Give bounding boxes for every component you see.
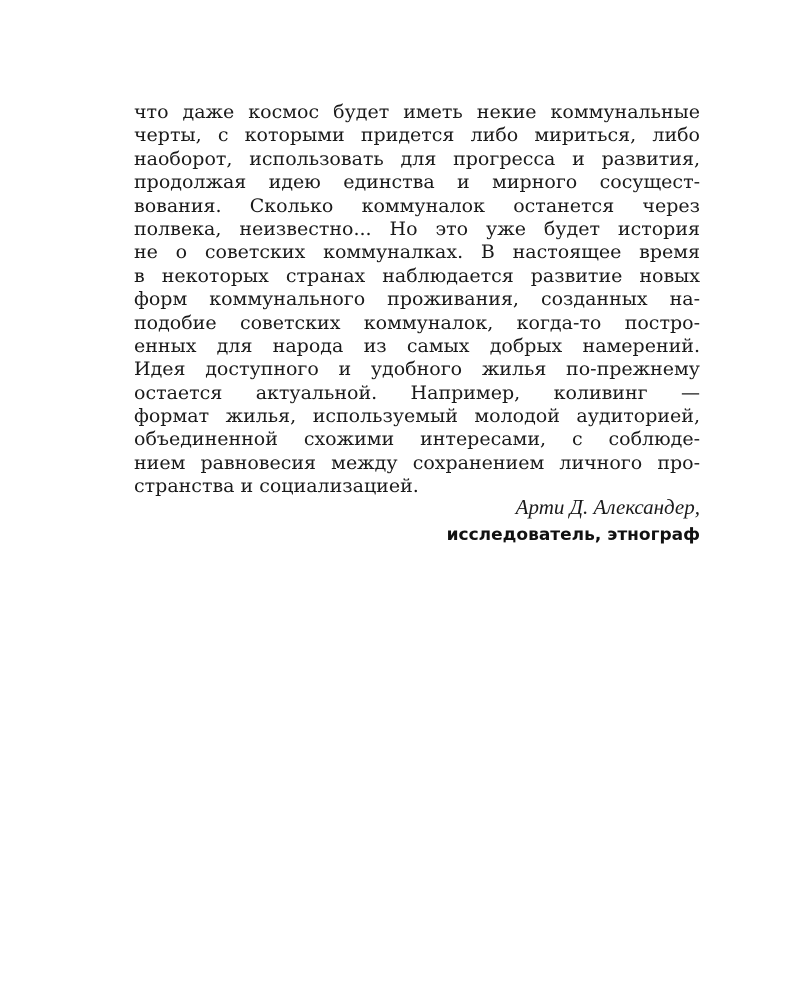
text-line: вования. Сколько коммуналок останется через xyxy=(134,194,700,217)
text-line: нием равновесия между сохранением личного про- xyxy=(134,451,700,474)
text-line: объединенной схожими интересами, с соблюде- xyxy=(134,428,700,451)
text-line: формат жилья, используемый молодой аудиторией, xyxy=(134,405,700,428)
text-line: не о советских коммуналках. В настоящее время xyxy=(134,241,700,264)
text-line: подобие советских коммуналок, когда-то постро- xyxy=(134,311,700,334)
text-line: наоборот, использовать для прогресса и развития, xyxy=(134,147,700,170)
text-line: енных для народа из самых добрых намерений. xyxy=(134,334,700,357)
text-line: продолжая идею единства и мирного сосущест- xyxy=(134,171,700,194)
text-line: черты, с которыми придется либо мириться, либо xyxy=(134,124,700,147)
text-line: форм коммунального проживания, созданных на- xyxy=(134,288,700,311)
body-paragraph xyxy=(134,101,700,499)
text-line: Идея доступного и удобного жилья по-прежнему xyxy=(134,358,700,381)
text-line: остается актуальной. Например, коливинг — xyxy=(134,381,700,404)
text-line: странства и социализацией. xyxy=(134,475,419,498)
text-line: что даже космос будет иметь некие коммунальные xyxy=(134,101,700,123)
author-role: исследователь, этнограф xyxy=(446,525,700,545)
author-signature: Арти Д. Александер, xyxy=(515,495,700,519)
text-line: полвека, неизвестно... Но это уже будет история xyxy=(134,217,700,240)
text-line: в некоторых странах наблюдается развитие новых xyxy=(134,264,700,287)
